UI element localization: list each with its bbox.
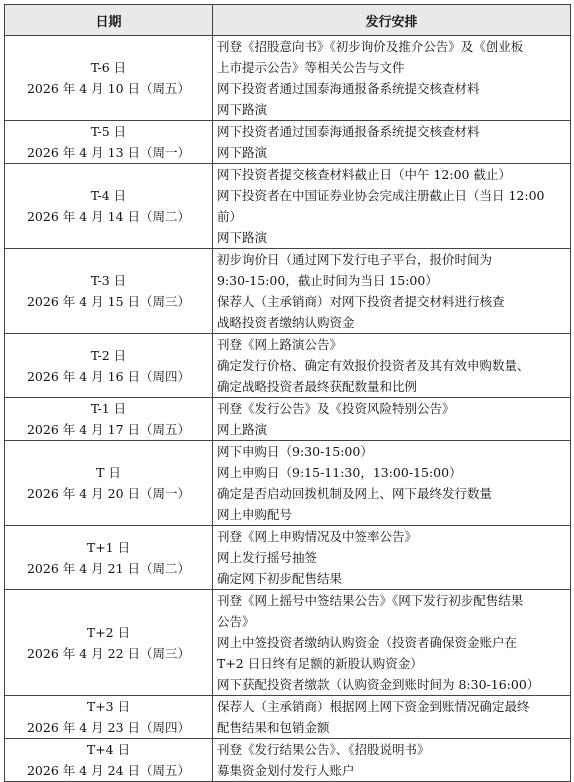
trading-day-label: T+2 日 <box>86 624 131 640</box>
arrangement-line: 保荐人（主承销商）对网下投资者提交材料进行核查 <box>217 294 505 309</box>
arrangement-line: 公告》 <box>217 614 255 629</box>
arrangement-cell <box>213 441 571 526</box>
arrangement-line: 网下投资者在中国证券业协会完成注册截止日（当日 12:00 <box>217 188 545 203</box>
trading-day-label: T-3 日 <box>90 273 127 288</box>
arrangement-cell <box>213 696 571 739</box>
issuance-schedule-table <box>4 4 571 782</box>
table-body <box>5 36 571 782</box>
table-row <box>5 739 571 782</box>
arrangement-line: 网上路演 <box>217 422 268 437</box>
arrangement-line: 网下路演 <box>217 145 268 160</box>
trading-day-label: T+4 日 <box>86 742 131 757</box>
calendar-date: 2026 年 4 月 22 日（周三） <box>26 645 191 661</box>
table-row <box>5 334 571 398</box>
arrangement-cell <box>213 121 571 164</box>
date-cell <box>5 164 213 249</box>
table-row <box>5 121 571 164</box>
calendar-date: 2026 年 4 月 14 日（周二） <box>26 209 191 224</box>
arrangement-line: 网下投资者通过国泰海通报备系统提交核查材料 <box>217 124 480 139</box>
arrangement-line: 网上申购配号 <box>217 507 293 522</box>
calendar-date: 2026 年 4 月 15 日（周三） <box>26 294 191 309</box>
arrangement-line: 前） <box>217 209 243 224</box>
arrangement-line: 确定是否启动回拨机制及网上、网下最终发行数量 <box>217 486 493 501</box>
calendar-date: 2026 年 4 月 10 日（周五） <box>26 81 191 96</box>
arrangement-line: 配售结果和包销金额 <box>217 720 330 735</box>
date-cell <box>5 441 213 526</box>
arrangement-line: 刊登《招股意向书》《初步询价及推介公告》及《创业板 <box>217 39 524 54</box>
arrangement-line: 刊登《网上摇号中签结果公告》《网下发行初步配售结果 <box>217 593 524 608</box>
trading-day-label: T-1 日 <box>90 401 127 416</box>
arrangement-line: 刊登《网上申购情况及中签率公告》 <box>217 529 418 544</box>
calendar-date: 2026 年 4 月 13 日（周一） <box>26 145 191 160</box>
arrangement-line: 网下路演 <box>217 230 268 245</box>
date-cell <box>5 249 213 334</box>
arrangement-cell <box>213 398 571 441</box>
table-row <box>5 36 571 121</box>
calendar-date: 2026 年 4 月 20 日（周一） <box>26 486 191 501</box>
schedule-container <box>4 4 571 782</box>
date-cell <box>5 36 213 121</box>
arrangement-cell <box>213 739 571 782</box>
arrangement-cell <box>213 36 571 121</box>
table-row <box>5 441 571 526</box>
arrangement-line: 保荐人（主承销商）根据网上网下资金到账情况确定最终 <box>217 699 530 714</box>
arrangement-line: 9:30-15:00，截止时间为当日 15:00） <box>217 273 438 288</box>
arrangement-line: 网下投资者提交核查材料截止日（中午 12:00 截止） <box>217 167 511 182</box>
calendar-date: 2026 年 4 月 23 日（周四） <box>26 720 191 735</box>
calendar-date: 2026 年 4 月 24 日（周五） <box>26 763 191 778</box>
arrangement-cell <box>213 590 571 696</box>
arrangement-line: 网下路演 <box>217 102 268 117</box>
arrangement-line: 刊登《发行公告》及《投资风险特别公告》 <box>217 401 455 416</box>
table-row <box>5 398 571 441</box>
arrangement-line: 网上发行摇号抽签 <box>217 550 318 565</box>
table-header-row <box>5 5 571 36</box>
date-cell <box>5 590 213 696</box>
table-row <box>5 696 571 739</box>
arrangement-line: 确定发行价格、确定有效报价投资者及其有效申购数量、 <box>217 358 530 373</box>
arrangement-line: 刊登《发行结果公告》、《招股说明书》 <box>217 742 430 757</box>
date-cell <box>5 739 213 782</box>
table-row <box>5 590 571 696</box>
header-date: 日期 <box>5 5 213 36</box>
arrangement-line: T+2 日日终有足额的新股认购资金） <box>217 656 423 671</box>
arrangement-line: 刊登《网上路演公告》 <box>217 337 343 352</box>
table-row <box>5 249 571 334</box>
arrangement-cell <box>213 249 571 334</box>
arrangement-line: 确定战略投资者最终获配数量和比例 <box>217 379 418 394</box>
arrangement-line: 募集资金划付发行人账户 <box>217 763 355 778</box>
trading-day-label: T-2 日 <box>90 347 127 363</box>
arrangement-line: 网下获配投资者缴款（认购资金到账时间为 8:30-16:00） <box>217 677 540 692</box>
arrangement-line: 确定网下初步配售结果 <box>217 571 343 586</box>
arrangement-line: 网下投资者通过国泰海通报备系统提交核查材料 <box>217 81 480 96</box>
calendar-date: 2026 年 4 月 16 日（周四） <box>26 368 191 384</box>
trading-day-label: T 日 <box>96 465 121 480</box>
date-cell <box>5 334 213 398</box>
calendar-date: 2026 年 4 月 21 日（周二） <box>26 560 191 576</box>
arrangement-cell <box>213 334 571 398</box>
arrangement-line: 网上中签投资者缴纳认购资金（投资者确保资金账户在 <box>217 635 518 650</box>
trading-day-label: T-5 日 <box>90 124 127 139</box>
trading-day-label: T-4 日 <box>90 188 127 203</box>
date-cell <box>5 121 213 164</box>
header-arrangement: 发行安排 <box>213 5 571 36</box>
calendar-date: 2026 年 4 月 17 日（周五） <box>26 422 191 437</box>
date-cell <box>5 526 213 590</box>
trading-day-label: T+1 日 <box>86 539 131 555</box>
table-row <box>5 526 571 590</box>
table-row <box>5 164 571 249</box>
arrangement-line: 战略投资者缴纳认购资金 <box>217 315 355 330</box>
arrangement-line: 网下申购日（9:30-15:00） <box>217 444 373 459</box>
date-cell <box>5 696 213 739</box>
arrangement-line: 上市提示公告》等相关公告与文件 <box>217 60 405 75</box>
arrangement-cell <box>213 526 571 590</box>
arrangement-line: 网上申购日（9:15-11:30，13:00-15:00） <box>217 465 462 480</box>
arrangement-cell <box>213 164 571 249</box>
arrangement-line: 初步询价日（通过网下发行电子平台，报价时间为 <box>217 252 493 267</box>
trading-day-label: T-6 日 <box>90 60 127 75</box>
date-cell <box>5 398 213 441</box>
trading-day-label: T+3 日 <box>86 699 131 714</box>
